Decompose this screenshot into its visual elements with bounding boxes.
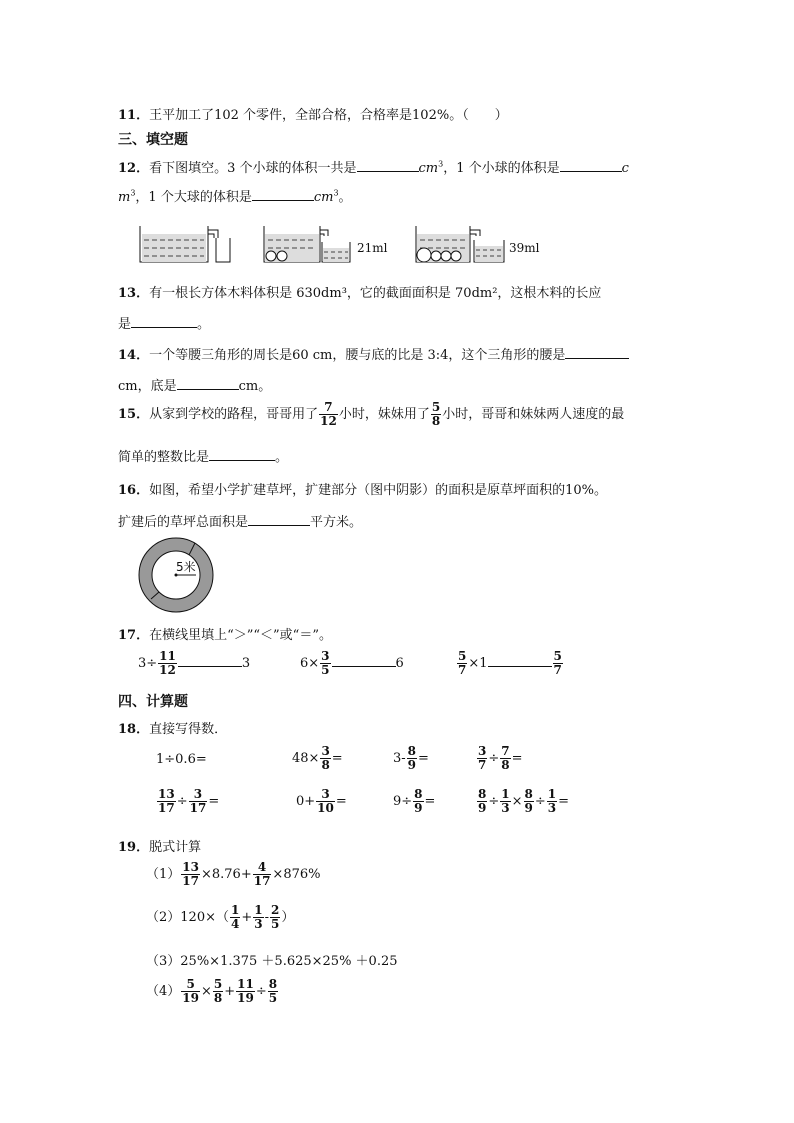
question-13-line2: 是 。	[118, 317, 211, 332]
answer-blank[interactable]	[177, 377, 239, 390]
fraction: $\frac{7}{12}$	[320, 400, 337, 428]
expression-2: （2）120×（ $\frac{1}{4}$ + $\frac{1}{3}$ - $\frac{2}{5}$ ）	[146, 903, 295, 931]
calc-2-1: $\frac{13}{17}$ ÷ $\frac{3}{17}$ =	[158, 787, 220, 815]
answer-blank[interactable]	[488, 654, 552, 667]
compare-item-1: 3÷ $\frac{11}{12}$ 3	[138, 649, 251, 677]
answer-blank[interactable]	[248, 513, 310, 526]
answer-blank[interactable]	[178, 654, 242, 667]
question-number: 12．	[118, 161, 150, 176]
question-18-header: 18．直接写得数．	[118, 722, 228, 737]
calc-2-2: 0+ $\frac{3}{10}$ =	[296, 787, 347, 815]
answer-blank[interactable]	[332, 654, 396, 667]
question-number: 11．	[118, 108, 150, 123]
question-15-line2: 简单的整数比是 。	[118, 450, 289, 465]
container-two-balls	[264, 226, 350, 262]
fraction: $\frac{5}{8}$	[431, 400, 441, 428]
container-big-and-small-balls	[416, 226, 504, 262]
calc-1-1: 1÷0.6=	[156, 752, 207, 767]
question-number: 14．	[118, 348, 150, 363]
calc-1-3: 3- $\frac{8}{9}$ =	[393, 744, 429, 772]
question-15-line1: 15．从家到学校的路程，哥哥用了 $\frac{7}{12}$ 小时，妹妹用了 $\frac{5}{8}$ 小时，哥哥和妹妹两人速度的最	[118, 400, 625, 428]
question-number: 15．	[118, 407, 150, 422]
question-number: 19．	[118, 840, 150, 855]
expression-3: （3）25%×1.375 ＋5.625×25% ＋0.25	[146, 954, 398, 969]
question-16-line2: 扩建后的草坪总面积是 平方米。	[118, 515, 363, 530]
container-empty	[140, 226, 230, 262]
calc-2-4: $\frac{8}{9}$ ÷ $\frac{1}{3}$ × $\frac{8}{9}$ ÷ $\frac{1}{3}$ =	[478, 787, 570, 815]
section-heading-fill-blank: 三、填空题	[118, 132, 188, 148]
question-13-line1: 13．有一根长方体木料体积是 630dm³，它的截面面积是 70dm²，这根木料的长应	[118, 286, 602, 301]
compare-item-3: $\frac{5}{7}$ ×1 $\frac{5}{7}$	[458, 649, 562, 677]
question-12-line2: $m^3$，1 个大球的体积是 $cm^3$。	[118, 188, 352, 205]
answer-blank[interactable]	[131, 315, 197, 328]
compare-item-2: 6× $\frac{3}{5}$ 6	[300, 649, 404, 677]
expression-4: （4） $\frac{5}{19}$ × $\frac{5}{8}$ + $\frac{11}{19}$ ÷ $\frac{8}{5}$	[146, 977, 278, 1005]
question-19-header: 19．脱式计算	[118, 840, 202, 855]
section-heading-calculation: 四、计算题	[118, 694, 188, 710]
question-number: 18．	[118, 722, 150, 737]
calc-1-2: 48× $\frac{3}{8}$ =	[292, 744, 343, 772]
volume-label-21ml: 21ml	[357, 241, 388, 255]
question-number: 16．	[118, 483, 150, 498]
answer-blank[interactable]	[560, 159, 622, 172]
question-14-line2: cm，底是 cm。	[118, 379, 272, 394]
question-11	[118, 104, 508, 123]
answer-blank[interactable]	[209, 448, 275, 461]
answer-blank[interactable]	[565, 346, 629, 359]
radius-label: 5米	[176, 560, 196, 574]
question-number: 17．	[118, 628, 150, 643]
answer-blank[interactable]	[252, 188, 314, 201]
lawn-ring-figure	[137, 536, 215, 614]
question-17-header: 17．在横线里填上“＞”“＜”或“＝”。	[118, 628, 332, 643]
answer-blank[interactable]	[357, 159, 419, 172]
question-16-line1: 16．如图，希望小学扩建草坪，扩建部分（图中阴影）的面积是原草坪面积的10%。	[118, 483, 607, 498]
question-14-line1: 14．一个等腰三角形的周长是60 cm，腰与底的比是 3:4，这个三角形的腰是	[118, 344, 629, 363]
question-number: 13．	[118, 286, 150, 301]
calc-1-4: $\frac{3}{7}$ ÷ $\frac{7}{8}$ =	[478, 744, 523, 772]
question-12-line1: 12．看下图填空。3 个小球的体积一共是 $cm^3$，1 个小球的体积是 c	[118, 159, 629, 176]
expression-1: （1） $\frac{13}{17}$ ×8.76+ $\frac{4}{17}$ ×876%	[146, 860, 321, 888]
calc-2-3: 9÷ $\frac{8}{9}$ =	[393, 787, 436, 815]
question-text: 王平加工了102 个零件，全部合格，合格率是102%。（ ）	[149, 108, 508, 123]
volume-label-39ml: 39ml	[509, 241, 540, 255]
water-container-figure	[138, 218, 558, 266]
